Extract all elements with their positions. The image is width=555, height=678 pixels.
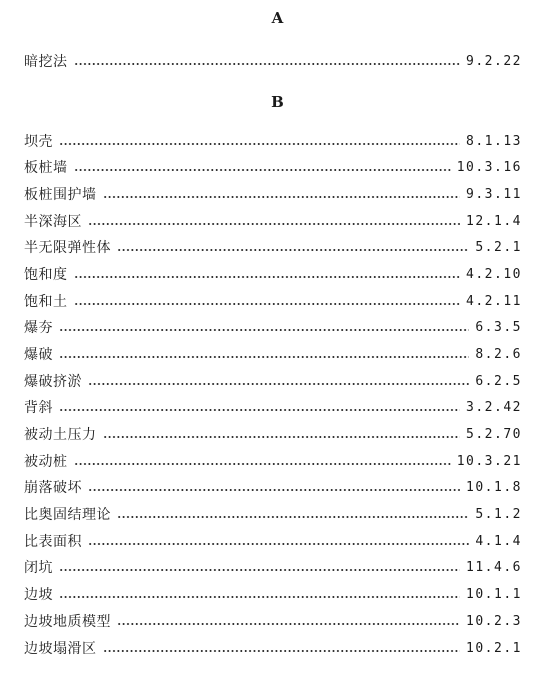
dot-leader	[103, 196, 461, 198]
section-reference: 4.2.10	[466, 266, 522, 282]
section-reference: 6.3.5	[475, 319, 522, 335]
index-term: 饱和土	[24, 294, 68, 310]
index-term: 暗挖法	[24, 54, 68, 70]
section-reference: 10.3.21	[456, 453, 522, 469]
index-term: 被动桩	[24, 454, 68, 470]
dot-leader	[59, 409, 460, 411]
dot-leader	[74, 276, 461, 278]
section-reference: 10.2.1	[466, 640, 522, 656]
dot-leader	[88, 489, 460, 491]
index-term: 背斜	[24, 400, 53, 416]
dot-leader	[59, 329, 469, 331]
index-entry	[24, 397, 522, 417]
section-reference: 8.2.6	[475, 346, 522, 362]
dot-leader	[88, 383, 469, 385]
index-entry	[24, 638, 522, 658]
section-reference: 5.1.2	[475, 506, 522, 522]
dot-leader	[59, 143, 460, 145]
dot-leader	[59, 356, 469, 358]
index-entry	[24, 424, 522, 444]
section-heading-b: B	[271, 93, 284, 111]
section-reference: 6.2.5	[475, 373, 522, 389]
index-entry	[24, 477, 522, 497]
section-reference: 9.3.11	[466, 186, 522, 202]
index-entry	[24, 291, 522, 311]
dot-leader	[117, 516, 469, 518]
section-reference: 12.1.4	[466, 213, 522, 229]
index-entry	[24, 237, 522, 257]
index-entry	[24, 451, 522, 471]
dot-leader	[103, 436, 461, 438]
section-reference: 8.1.13	[466, 133, 522, 149]
dot-leader	[117, 623, 460, 625]
dot-leader	[117, 249, 469, 251]
index-entry	[24, 184, 522, 204]
dot-leader	[59, 569, 460, 571]
index-entry	[24, 504, 522, 524]
section-reference: 5.2.1	[475, 239, 522, 255]
section-reference: 4.2.11	[466, 293, 522, 309]
section-reference: 3.2.42	[466, 399, 522, 415]
index-entry	[24, 584, 522, 604]
index-entry	[24, 371, 522, 391]
index-term: 边坡塌滑区	[24, 641, 97, 657]
index-term: 比表面积	[24, 534, 82, 550]
index-term: 爆破	[24, 347, 53, 363]
dot-leader	[74, 463, 451, 465]
section-reference: 10.1.8	[466, 479, 522, 495]
section-reference: 10.3.16	[456, 159, 522, 175]
section-heading-a: A	[271, 9, 284, 27]
dot-leader	[74, 169, 451, 171]
index-term: 板桩围护墙	[24, 187, 97, 203]
index-entry	[24, 131, 522, 151]
dot-leader	[74, 63, 461, 65]
index-term: 半深海区	[24, 214, 82, 230]
index-term: 崩落破坏	[24, 480, 82, 496]
section-reference: 9.2.22	[466, 53, 522, 69]
section-reference: 5.2.70	[466, 426, 522, 442]
dot-leader	[74, 303, 461, 305]
index-term: 比奥固结理论	[24, 507, 111, 523]
index-term: 爆破挤淤	[24, 374, 82, 390]
index-term: 边坡地质模型	[24, 614, 111, 630]
dot-leader	[88, 223, 460, 225]
index-term: 板桩墙	[24, 160, 68, 176]
index-entry	[24, 557, 522, 577]
dot-leader	[103, 650, 461, 652]
index-entry	[24, 264, 522, 284]
index-entry	[24, 157, 522, 177]
index-entry	[24, 611, 522, 631]
index-entry	[24, 344, 522, 364]
index-entry	[24, 531, 522, 551]
index-term: 爆夯	[24, 320, 53, 336]
index-term: 闭坑	[24, 560, 53, 576]
section-reference: 11.4.6	[466, 559, 522, 575]
index-term: 坝壳	[24, 134, 53, 150]
index-entry	[24, 317, 522, 337]
dot-leader	[88, 543, 469, 545]
section-reference: 4.1.4	[475, 533, 522, 549]
dot-leader	[59, 596, 460, 598]
section-reference: 10.1.1	[466, 586, 522, 602]
index-term: 边坡	[24, 587, 53, 603]
index-term: 被动土压力	[24, 427, 97, 443]
index-entry	[24, 51, 522, 71]
index-term: 饱和度	[24, 267, 68, 283]
index-term: 半无限弹性体	[24, 240, 111, 256]
section-reference: 10.2.3	[466, 613, 522, 629]
index-entry	[24, 211, 522, 231]
